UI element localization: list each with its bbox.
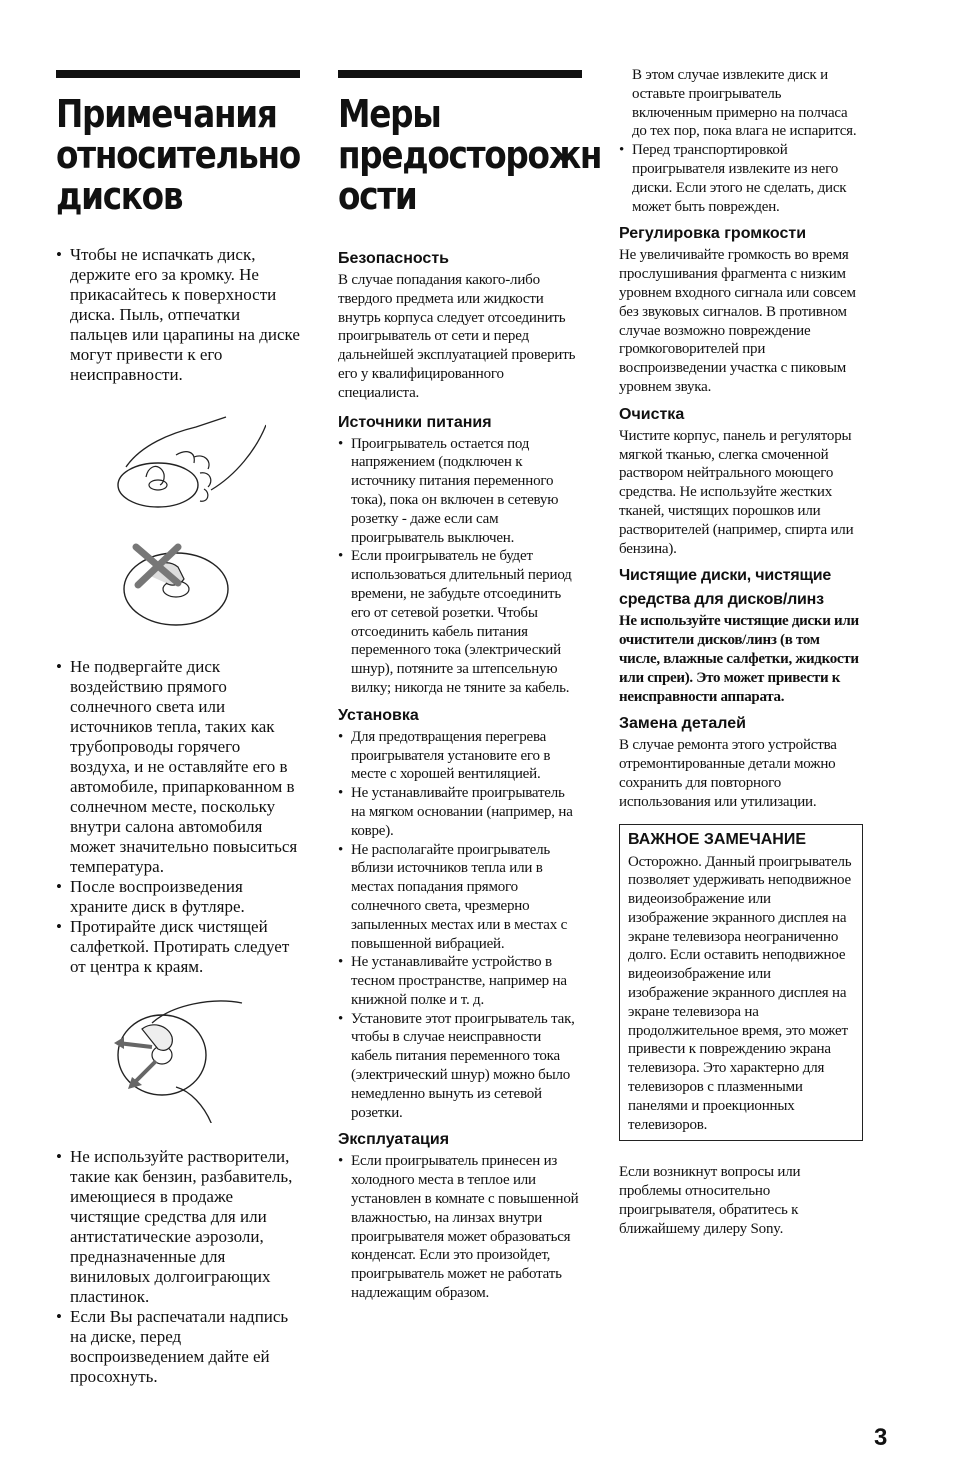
list-item: • Чтобы не испачкать диск, держите его за кромку. Не прикасайтесь к поверхности диска. Пыль, отпечатки пальцев или царапины на диске могут привести к его неисправности. — [56, 245, 300, 385]
power-heading: Источники питания — [338, 413, 492, 431]
safety-heading: Безопасность — [338, 250, 449, 267]
section-rule — [338, 70, 582, 78]
column-precautions — [338, 0, 602, 1303]
list-item: • Не подвергайте диск воздействию прямого солнечного света или источников тепла, таких как трубопроводы горячего воздуха, и не оставляйте его в автомобиле, припаркованном в солнечном месте, поскольку внутри салона автомобиля может значительно повыситься температура. — [56, 657, 300, 877]
list-item: • Перед транспортировкой проигрывателя извлеките из него диски. Если этого не сделать, диск может быть поврежден. — [619, 141, 863, 216]
list-item: • Не устанавливайте устройство в тесном пространстве, например на книжной полке и т. д. — [338, 953, 582, 1009]
parts-heading: Замена деталей — [619, 715, 746, 733]
title-line: предосторожн — [338, 133, 602, 177]
section-title-disc-notes — [56, 92, 300, 218]
important-notice-box — [619, 824, 863, 1142]
title-line: относительно — [56, 133, 300, 177]
cleaning-discs-heading: Чистящие диски, чистящие средства для дисков/линз — [619, 567, 832, 609]
section-rule — [56, 70, 300, 78]
dealer-contact-text: Если возникнут вопросы или проблемы относительно проигрывателя, обратитесь к ближайшему дилеру Sony. — [619, 1164, 801, 1237]
cleaning-text: Чистите корпус, панель и регуляторы мягкой тканью, слегка смоченной раствором нейтрального моющего средства. Не используйте жестких тканей, чистящих порошков или растворителей (например, спирта или бензина). — [619, 427, 854, 557]
volume-heading: Регулировка громкости — [619, 225, 807, 243]
title-line: Меры — [338, 92, 441, 136]
list-item: • Не располагайте проигрыватель вблизи источников тепла или в местах попадания прямого солнечного света, чрезмерно запыленных местах или в местах с повышенной вибрацией. — [338, 841, 582, 954]
list-item: • Не используйте растворители, такие как бензин, разбавитель, имеющиеся в продаже чистящие средства для или антистатические аэрозоли, предназначенные для виниловых долгоиграющих пластинок. — [56, 1147, 300, 1307]
operation-heading: Эксплуатация — [338, 1131, 450, 1149]
disc-notes-list-b — [56, 657, 300, 977]
cleaning-heading: Очистка — [619, 405, 685, 423]
title-line: Примечания — [56, 92, 277, 136]
list-item: • После воспроизведения храните диск в футляре. — [56, 877, 300, 917]
volume-text: Не увеличивайте громкость во время прослушивания фрагмента с низким уровнем входного сигнала или совсем без звуковых сигналов. В противном случае возможно повреждение громкоговорителей при воспроизведении участка с пиковым уровнем звука. — [619, 247, 856, 395]
list-item: • Установите этот проигрыватель так, чтобы в случае неисправности кабель питания переменного тока (электрический шнур) можно было немедленно вынуть из сетевой розетки. — [338, 1010, 582, 1123]
column-disc-notes — [56, 0, 300, 1387]
list-item: • Не устанавливайте проигрыватель на мягком основании (например, на ковре). — [338, 784, 582, 840]
disc-notes-list-a — [56, 245, 300, 385]
list-item: • Если проигрыватель не будет использоваться длительный период времени, не забудьте отсоединить его от сетевой розетки. Чтобы отсоединить кабель питания переменного тока (электрический шнур), потяните за штепсельную вилку; никогда не тяните за кабель. — [338, 547, 582, 697]
installation-heading: Установка — [338, 706, 419, 724]
installation-list — [338, 728, 582, 1123]
parts-text: В случае ремонта этого устройства отремонтированные детали можно сохранить для повторного использования или утилизации. — [619, 737, 837, 810]
column-precautions-continued — [619, 0, 863, 1239]
list-item: • Для предотвращения перегрева проигрывателя установите его в месте с хорошей вентиляцией. — [338, 728, 582, 784]
power-list — [338, 435, 582, 698]
cleaning-discs-warning: Не используйте чистящие диски или очистители дисков/линз (в том числе, влажные салфетки, жидкости или спреи). Это может привести к неисправности аппарата. — [619, 613, 859, 705]
hand-holding-disc-illustration — [116, 415, 266, 515]
page-number: 3 — [874, 1424, 888, 1451]
operation-list-continued — [619, 141, 863, 216]
list-item: • Если проигрыватель принесен из холодного места в теплое или установлен в комнате с повышенной влажностью, на линзах внутри проигрывателя может образоваться конденсат. Если это произойдет, проигрыватель может не работать надлежащим образом. — [338, 1152, 582, 1302]
disc-notes-list-c — [56, 1147, 300, 1387]
operation-continued-text: В этом случае извлеките диск и оставьте проигрыватель включенным примерно на полчаса до тех пор, пока влага не испарится. — [632, 67, 857, 140]
wiping-disc-illustration — [112, 995, 252, 1123]
important-notice-title: ВАЖНОЕ ЗАМЕЧАНИЕ — [628, 830, 806, 848]
list-item: • Проигрыватель остается под напряжением (подключен к источнику питания переменного тока), пока он включен в сетевую розетку - даже если сам проигрыватель выключен. — [338, 435, 582, 548]
section-title-precautions — [338, 92, 602, 218]
list-item: • Протирайте диск чистящей салфеткой. Протирать следует от центра к краям. — [56, 917, 300, 977]
safety-text: В случае попадания какого-либо твердого предмета или жидкости внутрь корпуса следует отсоединить проигрыватель от сети и перед дальнейшей эксплуатацией проверить его у квалифицированного специалиста. — [338, 272, 576, 401]
important-notice-text: Осторожно. Данный проигрыватель позволяет удерживать неподвижное видеоизображение или изображение экранного дисплея на экране телевизора неограниченно долго. Если оставить неподвижное видеоизображение или изображение экранного дисплея на экране телевизора на продолжительное время, это может привести к повреждению экрана телевизора. Это характерно для телевизоров с плазменными панелями и проекционных телевизоров. — [628, 853, 852, 1133]
title-line: дисков — [56, 174, 183, 218]
touching-disc-crossed-illustration — [120, 539, 240, 629]
title-line: ости — [338, 174, 417, 218]
list-item: • Если Вы распечатали надпись на диске, перед воспроизведением дайте ей просохнуть. — [56, 1307, 300, 1387]
operation-list — [338, 1152, 582, 1302]
